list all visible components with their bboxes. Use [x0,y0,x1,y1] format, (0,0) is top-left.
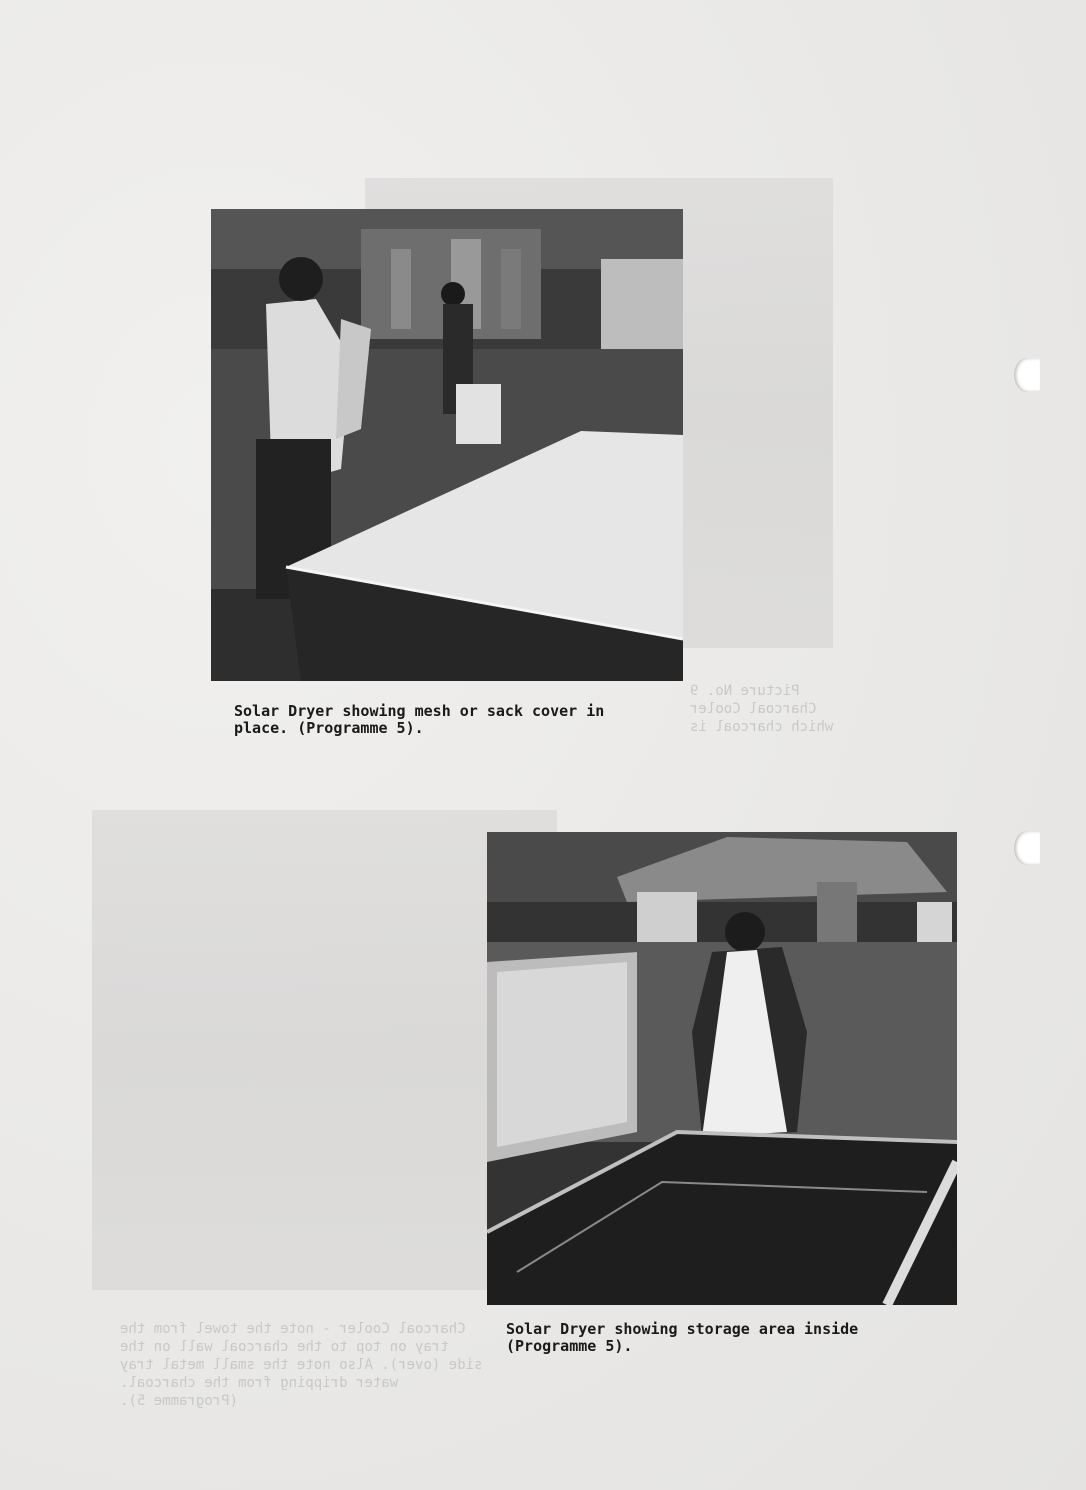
caption-line: place. (Programme 5). [234,719,424,737]
show-through-text: Charcoal Cooler - note the towel from the tray on top to the charcoal wall on the side (over). Also note the small metal tray water dripping from the charcoal. (Programme 5). [120,1321,483,1409]
figure-caption [234,703,654,737]
caption-line: Solar Dryer showing mesh or sack cover in [234,702,605,720]
figure-caption [506,1321,926,1355]
photo-image [487,832,957,1305]
caption-line: Solar Dryer showing storage area inside [506,1320,859,1338]
binder-hole [1014,358,1040,392]
binder-hole [1014,831,1040,865]
photo-solar-dryer-storage [487,832,957,1305]
photo-image [211,209,683,681]
show-through-text: Picture No. 9 Charcoal Cooler which charcoal is [690,683,834,735]
caption-line: (Programme 5). [506,1337,633,1355]
photo-solar-dryer-cover [211,209,683,681]
